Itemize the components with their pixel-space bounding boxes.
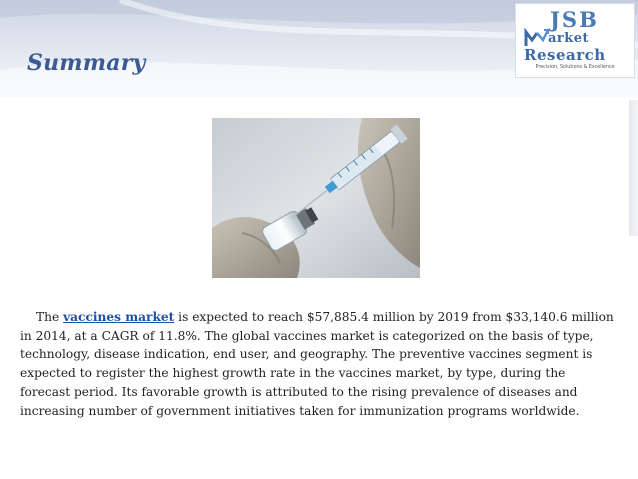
summary-body-text: is expected to reach $57,885.4 million by 2019 from $33,140.6 million in 2014, at a CAGR of 11.8%. The global vaccines market is categorized on the basis of type, technology, disease indication, end user, and geography. The preventive vaccines segment is expected to register the highest growth rate in the vaccines market, by type, during the forecast period. Its favorable growth is attributed to the rising prevalence of diseases and increasing number of government initiatives taken for immunization programs worldwide. — [20, 310, 614, 418]
vaccines-market-link[interactable]: vaccines market — [63, 310, 175, 324]
summary-paragraph — [20, 308, 615, 420]
company-logo — [515, 3, 635, 78]
logo-m-mark-icon — [524, 28, 550, 48]
summary-intro: The — [36, 310, 64, 324]
syringe-vial-photo — [212, 118, 420, 278]
logo-tagline: Precision, Solutions & Excellence — [535, 65, 615, 70]
logo-market-text: arket — [548, 31, 590, 46]
syringe-vial-photo-icon — [212, 118, 420, 278]
logo-research-text: Research — [524, 46, 606, 64]
logo-jsb-text: JSB — [550, 7, 599, 32]
side-shadow-decoration — [629, 100, 638, 236]
page-title: Summary — [27, 50, 146, 76]
